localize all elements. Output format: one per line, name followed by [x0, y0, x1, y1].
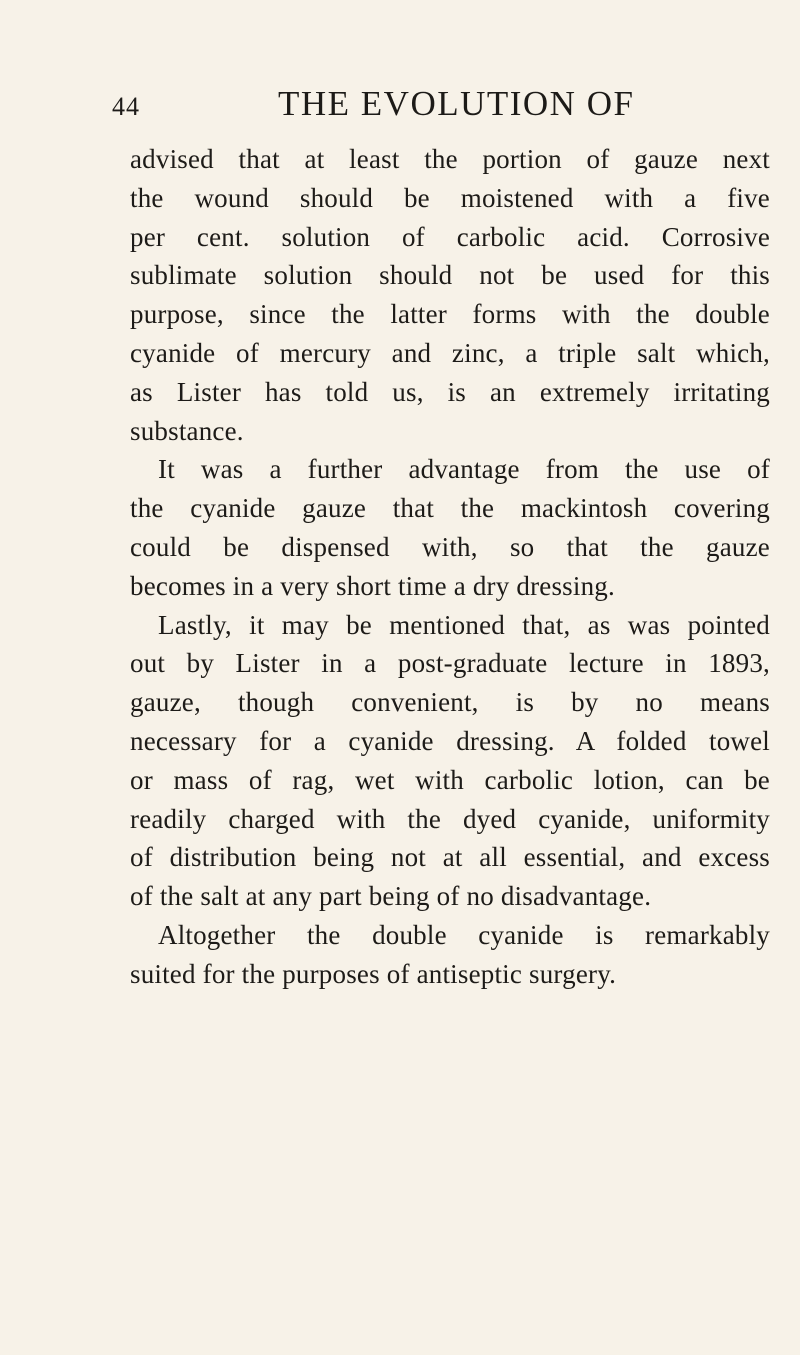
body-text [130, 140, 770, 994]
text-line: It was a further advantage from the use of [158, 454, 770, 485]
text-line: of the salt at any part being of no disadvantage. [130, 881, 652, 912]
text-line: readily charged with the dyed cyanide, uniformity [130, 803, 770, 834]
running-title: THE EVOLUTION OF [278, 84, 635, 123]
text-line: Lastly, it may be mentioned that, as was pointed [158, 609, 770, 640]
text-line: Altogether the double cyanide is remarkably [158, 919, 770, 950]
text-line: cyanide of mercury and zinc, a triple salt which, [130, 337, 770, 368]
text-line: sublimate solution should not be used for this [130, 260, 770, 291]
text-line: could be dispensed with, so that the gauze [130, 531, 770, 562]
text-line: purpose, since the latter forms with the double [130, 299, 770, 330]
page-number: 44 [112, 92, 140, 121]
text-line: or mass of rag, wet with carbolic lotion, can be [130, 764, 770, 795]
text-line: of distribution being not at all essential, and excess [130, 842, 770, 873]
text-line: as Lister has told us, is an extremely irritating [130, 376, 770, 407]
text-line: suited for the purposes of antiseptic surgery. [130, 958, 617, 989]
text-line: advised that at least the portion of gauze next [130, 144, 770, 174]
text-line: gauze, though convenient, is by no means [130, 687, 770, 718]
text-line: the wound should be moistened with a five [130, 182, 770, 213]
text-line: substance. [130, 415, 244, 446]
text-line: out by Lister in a post-graduate lecture in 1893, [130, 648, 770, 679]
text-line: per cent. solution of carbolic acid. Corrosive [130, 221, 770, 252]
text-line: the cyanide gauze that the mackintosh covering [130, 493, 770, 524]
running-head [112, 84, 752, 134]
text-line: necessary for a cyanide dressing. A folded towel [130, 725, 770, 756]
text-line: becomes in a very short time a dry dressing. [130, 570, 615, 601]
